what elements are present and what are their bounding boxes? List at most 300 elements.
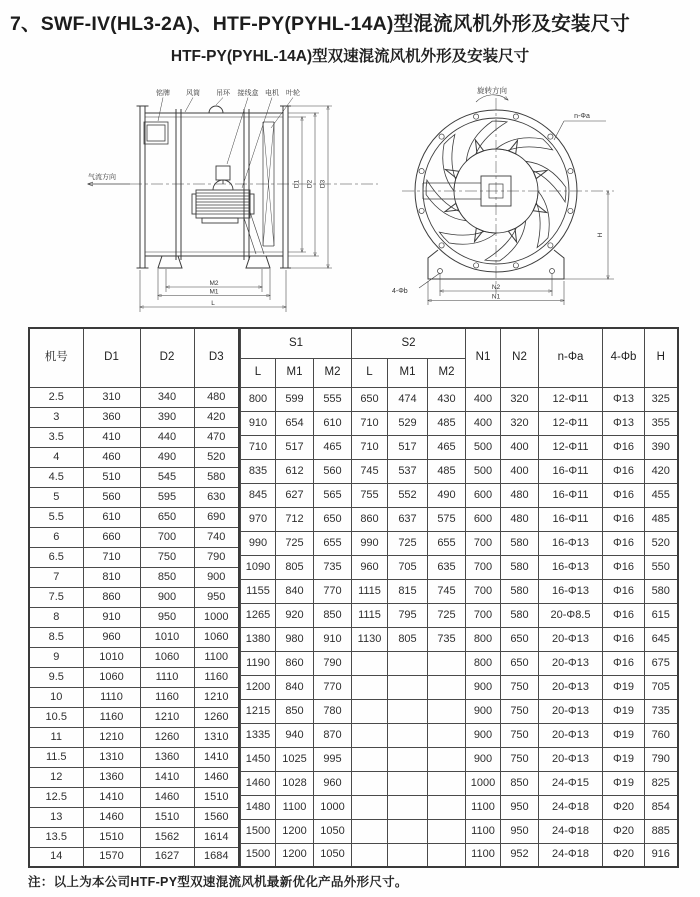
table-cell: 24-Φ18	[539, 819, 603, 843]
table-cell: 320	[501, 387, 539, 411]
table-cell: 20-Φ13	[539, 675, 603, 699]
table-cell: 615	[645, 603, 678, 627]
page-subtitle: HTF-PY(PYHL-14A)型双速混流风机外形及安装尺寸	[170, 48, 530, 65]
table-row	[29, 407, 239, 427]
table-cell: 1380	[241, 627, 276, 651]
table-cell: 600	[466, 507, 501, 531]
table-cell: 500	[466, 435, 501, 459]
table-cell: 705	[388, 555, 428, 579]
table-cell: 12-Φ11	[539, 411, 603, 435]
table-cell	[352, 819, 388, 843]
table-cell: 650	[352, 387, 388, 411]
table-cell	[352, 795, 388, 819]
lifting-ring	[209, 106, 223, 113]
table-cell: 840	[276, 675, 314, 699]
table-cell: 735	[645, 699, 678, 723]
table-cell: 740	[194, 527, 239, 547]
table-cell: 770	[314, 675, 352, 699]
table-cell: 9.5	[29, 667, 83, 687]
table-cell: 20-Φ13	[539, 651, 603, 675]
diameter-dimensions	[288, 106, 332, 268]
table-cell: 627	[276, 483, 314, 507]
table-cell	[388, 819, 428, 843]
table-row	[29, 467, 239, 487]
table-cell: 1060	[140, 647, 194, 667]
table-row	[241, 819, 678, 843]
table-cell: 825	[645, 771, 678, 795]
table-cell: 465	[428, 435, 466, 459]
table-row	[241, 675, 678, 699]
table-cell: 325	[645, 387, 678, 411]
table-cell: 950	[501, 795, 539, 819]
table-cell: 612	[276, 459, 314, 483]
table-cell: 490	[428, 483, 466, 507]
dim-m1: M1	[209, 288, 219, 296]
table-cell	[428, 747, 466, 771]
table-cell: 845	[241, 483, 276, 507]
table-row	[29, 807, 239, 827]
table-cell: 1260	[140, 727, 194, 747]
table-row	[241, 843, 678, 867]
table-cell: 995	[314, 747, 352, 771]
table-cell: 555	[314, 387, 352, 411]
table-cell: 420	[645, 459, 678, 483]
table-cell: 8	[29, 607, 83, 627]
table-cell: 910	[83, 607, 140, 627]
table-row	[29, 787, 239, 807]
table-cell: 474	[388, 387, 428, 411]
table-cell: 400	[466, 411, 501, 435]
table-cell: 1410	[194, 747, 239, 767]
front-view-drawing	[388, 84, 694, 320]
table-cell: 552	[388, 483, 428, 507]
table-cell	[428, 699, 466, 723]
table-cell: 1010	[140, 627, 194, 647]
table-cell: 1480	[241, 795, 276, 819]
table-cell	[352, 675, 388, 699]
table-cell: 10	[29, 687, 83, 707]
table-cell: 920	[276, 603, 314, 627]
table-cell: 340	[140, 387, 194, 407]
header-row	[29, 328, 239, 387]
table-cell: 1200	[276, 843, 314, 867]
table-row	[29, 567, 239, 587]
table-cell: 815	[388, 579, 428, 603]
table-cell: 655	[314, 531, 352, 555]
front-dimensions	[428, 191, 614, 305]
table-cell	[352, 699, 388, 723]
table-cell	[428, 675, 466, 699]
table-cell: 12-Φ11	[539, 387, 603, 411]
table-cell: 1560	[194, 807, 239, 827]
table-cell	[388, 843, 428, 867]
table-cell: 800	[466, 627, 501, 651]
table-row	[29, 747, 239, 767]
table-cell: 470	[194, 427, 239, 447]
table-cell: 1028	[276, 771, 314, 795]
table-row	[29, 727, 239, 747]
table-cell: 1115	[352, 579, 388, 603]
table-cell: 1050	[314, 819, 352, 843]
header-group-row	[241, 328, 678, 358]
bottom-dimensions	[140, 269, 286, 312]
table-cell: 310	[83, 387, 140, 407]
table-row	[29, 627, 239, 647]
table-cell	[352, 843, 388, 867]
table-cell: 16-Φ13	[539, 579, 603, 603]
table-cell: 390	[140, 407, 194, 427]
table-cell: 400	[466, 387, 501, 411]
table-cell: 1210	[140, 707, 194, 727]
table-cell: 710	[352, 411, 388, 435]
table-cell: 1100	[276, 795, 314, 819]
table-cell: 390	[645, 435, 678, 459]
table-cell: Φ20	[603, 795, 645, 819]
table-cell: 675	[645, 651, 678, 675]
table-cell: Φ16	[603, 531, 645, 555]
table-cell: 1310	[194, 727, 239, 747]
table-cell: 780	[314, 699, 352, 723]
dim-n2: N2	[491, 284, 501, 291]
table-cell: 700	[466, 555, 501, 579]
table-cell: 795	[388, 603, 428, 627]
table-cell: 610	[314, 411, 352, 435]
table-cell: 10.5	[29, 707, 83, 727]
table-cell: 1010	[83, 647, 140, 667]
table-row	[29, 767, 239, 787]
table-cell: 12	[29, 767, 83, 787]
table-cell: 16-Φ13	[539, 531, 603, 555]
table-cell: 400	[501, 459, 539, 483]
table-cell: 1410	[140, 767, 194, 787]
col-header-h: H	[645, 328, 678, 387]
rotation-label: 旋转方向	[477, 86, 507, 95]
table-cell: 485	[645, 507, 678, 531]
table-cell: 320	[501, 411, 539, 435]
table-cell: 1410	[83, 787, 140, 807]
table-cell: 355	[645, 411, 678, 435]
table-cell: 1570	[83, 847, 140, 867]
table-cell: 650	[501, 627, 539, 651]
table-cell: 1460	[140, 787, 194, 807]
table-cell	[388, 651, 428, 675]
table-cell: 900	[140, 587, 194, 607]
table-cell: 860	[352, 507, 388, 531]
dim-h: H	[597, 232, 604, 238]
table-cell: 20-Φ13	[539, 747, 603, 771]
table-cell: 5	[29, 487, 83, 507]
table-cell: 1265	[241, 603, 276, 627]
col-header-s1-l: L	[241, 358, 276, 387]
table-cell: 1025	[276, 747, 314, 771]
table-cell: 705	[645, 675, 678, 699]
table-cell: 900	[466, 699, 501, 723]
table-cell: Φ16	[603, 555, 645, 579]
table-cell: 1100	[466, 819, 501, 843]
table-cell: 517	[388, 435, 428, 459]
airflow-label: 气流方向	[88, 174, 116, 181]
table-cell	[428, 771, 466, 795]
table-cell: 650	[501, 651, 539, 675]
table-cell: 4	[29, 447, 83, 467]
table-cell: 11	[29, 727, 83, 747]
table-cell	[428, 819, 466, 843]
table-row	[241, 507, 678, 531]
table-row	[241, 459, 678, 483]
table-cell: 4.5	[29, 467, 83, 487]
table-cell	[388, 747, 428, 771]
table-cell: 854	[645, 795, 678, 819]
table-cell: 1000	[466, 771, 501, 795]
col-header-s2: S2	[352, 328, 466, 358]
table-cell: Φ19	[603, 699, 645, 723]
table-cell: 460	[83, 447, 140, 467]
table-cell: 599	[276, 387, 314, 411]
table-cell: Φ16	[603, 435, 645, 459]
dim-d2: D2	[306, 179, 314, 189]
table-cell: 645	[645, 627, 678, 651]
table-cell: 6.5	[29, 547, 83, 567]
table-cell: 635	[428, 555, 466, 579]
table-row	[241, 699, 678, 723]
table-cell: 952	[501, 843, 539, 867]
table-cell: 1614	[194, 827, 239, 847]
table-cell: 1210	[83, 727, 140, 747]
table-cell: 900	[194, 567, 239, 587]
leader-lines	[158, 98, 293, 189]
label-impeller: 叶轮	[286, 90, 300, 97]
table-cell: 850	[501, 771, 539, 795]
col-header-machine-no: 机号	[29, 328, 83, 387]
table-cell: 7.5	[29, 587, 83, 607]
table-cell: 1190	[241, 651, 276, 675]
table-cell: 760	[645, 723, 678, 747]
table-cell: 770	[314, 579, 352, 603]
table-cell: 970	[241, 507, 276, 531]
dim-d3: D3	[319, 179, 327, 189]
table-cell: 1160	[140, 687, 194, 707]
table-row	[241, 483, 678, 507]
table-cell: 16-Φ11	[539, 483, 603, 507]
table-cell: 1215	[241, 699, 276, 723]
dim-n1: N1	[491, 293, 501, 301]
table-cell: 850	[314, 603, 352, 627]
table-cell: 490	[140, 447, 194, 467]
table-cell: 650	[140, 507, 194, 527]
table-cell: 510	[83, 467, 140, 487]
table-cell: Φ16	[603, 603, 645, 627]
table-cell: 800	[241, 387, 276, 411]
table-cell: 960	[352, 555, 388, 579]
table-cell: 900	[466, 747, 501, 771]
table-cell: Φ19	[603, 747, 645, 771]
table-row	[241, 603, 678, 627]
table-cell: 710	[352, 435, 388, 459]
table-cell: 790	[194, 547, 239, 567]
table-cell: Φ13	[603, 411, 645, 435]
col-header-four-phi-b: 4-Φb	[603, 328, 645, 387]
table-cell	[428, 843, 466, 867]
table-cell: 735	[314, 555, 352, 579]
table-cell: 1110	[83, 687, 140, 707]
dim-m2: M2	[209, 280, 219, 287]
table-cell: 735	[428, 627, 466, 651]
table-row	[241, 723, 678, 747]
table-cell: 630	[194, 487, 239, 507]
table-cell: 1460	[194, 767, 239, 787]
rotation-arrow-icon	[476, 95, 508, 102]
table-cell: 1684	[194, 847, 239, 867]
table-cell: 910	[314, 627, 352, 651]
page-title: 7、SWF-IV(HL3-2A)、HTF-PY(PYHL-14A)型混流风机外形及安装尺寸	[10, 13, 631, 35]
table-cell: 9	[29, 647, 83, 667]
table-cell: 360	[83, 407, 140, 427]
table-cell: 500	[466, 459, 501, 483]
junction-box	[213, 166, 233, 190]
table-cell: 1510	[194, 787, 239, 807]
table-cell: 960	[83, 627, 140, 647]
table-cell: Φ20	[603, 819, 645, 843]
dim-d1: D1	[293, 179, 301, 189]
table-row	[241, 747, 678, 771]
table-cell	[388, 795, 428, 819]
table-cell: 790	[645, 747, 678, 771]
table-cell: 520	[194, 447, 239, 467]
table-cell: 900	[466, 675, 501, 699]
table-row	[29, 707, 239, 727]
nameplate	[144, 122, 168, 144]
table-cell: 600	[466, 483, 501, 507]
table-cell: 940	[276, 723, 314, 747]
table-cell: 1562	[140, 827, 194, 847]
table-cell: 12.5	[29, 787, 83, 807]
table-row	[241, 531, 678, 555]
table-cell: 1060	[194, 627, 239, 647]
table-cell: 910	[241, 411, 276, 435]
table-cell: 24-Φ18	[539, 795, 603, 819]
right-table-body	[241, 387, 678, 867]
airflow-direction	[88, 172, 130, 184]
table-cell: 20-Φ13	[539, 627, 603, 651]
table-cell: 580	[501, 603, 539, 627]
table-row	[241, 627, 678, 651]
table-cell: 560	[314, 459, 352, 483]
table-row	[29, 847, 239, 867]
table-cell: 650	[314, 507, 352, 531]
table-cell: 580	[501, 531, 539, 555]
table-cell: Φ20	[603, 843, 645, 867]
table-row	[241, 771, 678, 795]
table-row	[241, 555, 678, 579]
table-cell: 750	[501, 747, 539, 771]
table-cell: 750	[140, 547, 194, 567]
table-cell: 5.5	[29, 507, 83, 527]
table-cell: 835	[241, 459, 276, 483]
table-cell: Φ13	[603, 387, 645, 411]
col-header-s1-m2: M2	[314, 358, 352, 387]
table-row	[29, 387, 239, 407]
table-row	[29, 667, 239, 687]
table-cell: 1100	[466, 795, 501, 819]
table-cell: 580	[194, 467, 239, 487]
table-cell: 1260	[194, 707, 239, 727]
label-duct: 风筒	[186, 90, 200, 97]
table-cell: 545	[140, 467, 194, 487]
table-row	[241, 435, 678, 459]
table-row	[29, 527, 239, 547]
table-row	[241, 651, 678, 675]
table-cell: 1450	[241, 747, 276, 771]
table-cell: 455	[645, 483, 678, 507]
table-cell: 850	[276, 699, 314, 723]
table-cell: 1510	[140, 807, 194, 827]
col-header-d3: D3	[194, 328, 239, 387]
table-cell: 1100	[466, 843, 501, 867]
table-row	[241, 795, 678, 819]
table-cell: 529	[388, 411, 428, 435]
col-header-d2: D2	[140, 328, 194, 387]
table-cell: 1627	[140, 847, 194, 867]
table-cell: 13	[29, 807, 83, 827]
table-cell: 750	[501, 675, 539, 699]
table-cell: 24-Φ15	[539, 771, 603, 795]
table-cell: 810	[83, 567, 140, 587]
table-cell	[352, 771, 388, 795]
table-cell: 980	[276, 627, 314, 651]
table-cell: 850	[140, 567, 194, 587]
side-view-drawing	[78, 86, 400, 322]
table-cell: 700	[466, 531, 501, 555]
table-cell: 12-Φ11	[539, 435, 603, 459]
table-cell: 1210	[194, 687, 239, 707]
dim-l: L	[211, 300, 215, 307]
table-cell: 580	[645, 579, 678, 603]
table-cell: 710	[83, 547, 140, 567]
table-cell: 700	[140, 527, 194, 547]
table-cell: Φ16	[603, 459, 645, 483]
table-cell: 420	[194, 407, 239, 427]
dimension-table	[28, 327, 679, 868]
table-cell: Φ16	[603, 579, 645, 603]
table-cell: 517	[276, 435, 314, 459]
table-cell: 1160	[194, 667, 239, 687]
table-cell: 790	[314, 651, 352, 675]
table-cell: 1310	[83, 747, 140, 767]
table-cell: 860	[276, 651, 314, 675]
table-cell: 1460	[241, 771, 276, 795]
table-cell: 745	[352, 459, 388, 483]
col-header-s1: S1	[241, 328, 352, 358]
table-cell: 916	[645, 843, 678, 867]
table-cell: 1500	[241, 843, 276, 867]
table-cell	[388, 675, 428, 699]
col-header-n1: N1	[466, 328, 501, 387]
table-cell: 990	[352, 531, 388, 555]
table-cell	[352, 723, 388, 747]
table-cell: 860	[83, 587, 140, 607]
table-cell: 16-Φ11	[539, 459, 603, 483]
table-cell: 1000	[314, 795, 352, 819]
table-cell: 712	[276, 507, 314, 531]
table-cell: 710	[241, 435, 276, 459]
table-cell: 485	[428, 459, 466, 483]
table-cell: 725	[276, 531, 314, 555]
table-cell: Φ19	[603, 771, 645, 795]
col-header-s2-m1: M1	[388, 358, 428, 387]
table-cell: 1155	[241, 579, 276, 603]
table-cell: 465	[314, 435, 352, 459]
table-cell: 1335	[241, 723, 276, 747]
